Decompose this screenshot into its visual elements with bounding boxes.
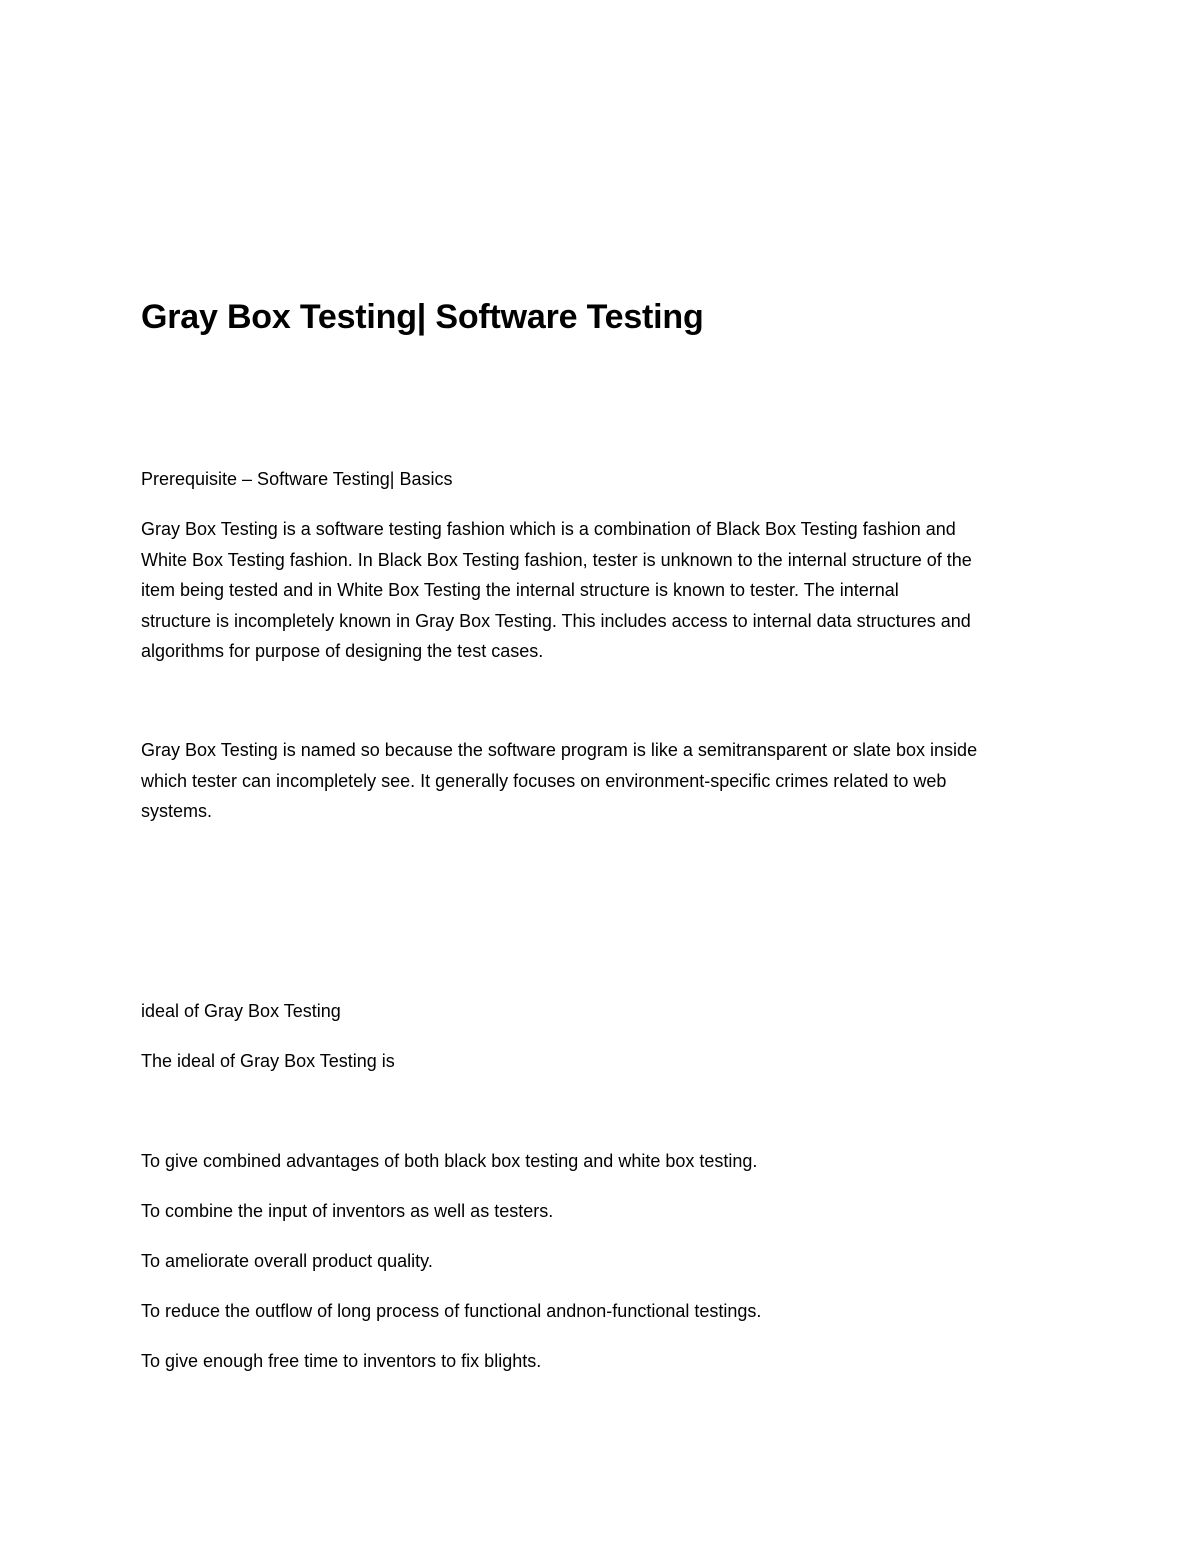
prerequisite-line: Prerequisite – Software Testing| Basics xyxy=(141,469,453,489)
ideal-item: To ameliorate overall product quality. xyxy=(141,1251,433,1271)
paragraph-line: systems. xyxy=(141,801,213,821)
paragraph-line: Gray Box Testing is named so because the software program is like a semitransparent or slate box inside xyxy=(141,740,978,760)
paragraph-line: White Box Testing fashion. In Black Box Testing fashion, tester is unknown to the internal structure of the xyxy=(141,549,972,570)
ideal-item: To reduce the outflow of long process of functional andnon-functional testings. xyxy=(141,1301,762,1321)
ideal-item: To combine the input of inventors as well as testers. xyxy=(141,1201,554,1221)
paragraph-line: algorithms for purpose of designing the test cases. xyxy=(141,641,544,661)
section-heading: ideal of Gray Box Testing xyxy=(141,1001,341,1021)
paragraph-line: Gray Box Testing is a software testing fashion which is a combination of Black Box Testing fashion and xyxy=(141,519,956,539)
intro-paragraph xyxy=(141,514,1071,667)
section-intro: The ideal of Gray Box Testing is xyxy=(141,1051,395,1071)
page-title: Gray Box Testing| Software Testing xyxy=(141,298,704,336)
ideal-item: To give combined advantages of both black box testing and white box testing. xyxy=(141,1151,758,1171)
paragraph-line: structure is incompletely known in Gray Box Testing. This includes access to internal data structures and xyxy=(141,610,971,631)
paragraph-line: which tester can incompletely see. It generally focuses on environment-specific crimes related to web xyxy=(141,770,947,791)
naming-paragraph xyxy=(141,735,1071,827)
paragraph-line: item being tested and in White Box Testing the internal structure is known to tester. The internal xyxy=(141,580,899,600)
ideal-item: To give enough free time to inventors to fix blights. xyxy=(141,1351,542,1371)
